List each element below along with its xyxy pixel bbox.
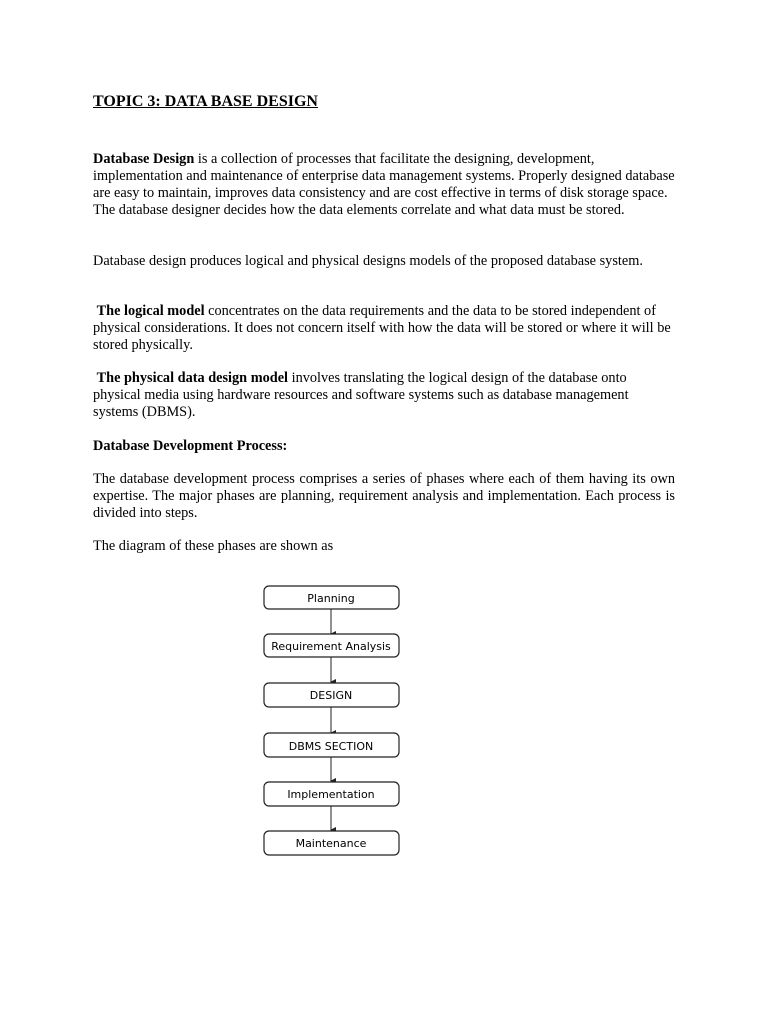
term-logical-model: The logical model — [96, 303, 205, 319]
paragraph-physical-model — [93, 370, 675, 421]
step-box-maintenance — [264, 831, 399, 855]
term-physical-model: The physical data design model — [96, 370, 289, 386]
paragraph-design-models-text: Database design produces logical and physical designs models of the proposed database system. — [93, 253, 643, 269]
paragraph-logical-model-text: concentrates on the data requirements and the data to be stored independent of physical considerations. It does not concern itself with how the data will be stored or where it will be stored physically. — [93, 303, 671, 353]
paragraph-diagram-intro-text: The diagram of these phases are shown as — [93, 538, 334, 554]
term-database-design: Database Design — [93, 151, 195, 167]
step-box-design — [264, 683, 399, 707]
step-label: DESIGN — [309, 689, 353, 702]
step-label: Implementation — [287, 788, 375, 801]
step-label: Planning — [307, 592, 355, 605]
development-process-diagram — [263, 585, 401, 857]
paragraph-database-design-text: is a collection of processes that facilitate the designing, development, implementation and maintenance of enterprise data management systems. Properly designed database are easy to maintain, improves data consistency and are cost effective in terms of disk storage space. The database designer decides how the data elements correlate and what data must be stored. — [93, 151, 675, 218]
paragraph-physical-model-text: involves translating the logical design of the database onto physical media using hardware resources and software systems such as database management systems (DBMS). — [93, 370, 629, 420]
paragraph-database-design — [93, 151, 675, 219]
paragraph-development-process-text: The database development process comprises a series of phases where each of them having its own expertise. The major phases are planning, requirement analysis and implementation. Each process is divided into steps. — [93, 471, 675, 521]
section-heading-development-process: Database Development Process: — [93, 438, 288, 454]
step-label: DBMS SECTION — [288, 740, 374, 753]
paragraph-diagram-intro — [93, 538, 675, 555]
step-box-implementation — [264, 782, 399, 806]
step-box-dbms-section — [264, 733, 399, 757]
step-box-requirement-analysis — [264, 634, 399, 657]
step-label: Maintenance — [295, 837, 367, 850]
paragraph-design-models — [93, 253, 675, 270]
step-box-planning — [264, 586, 399, 609]
paragraph-development-process — [93, 471, 675, 522]
step-label: Requirement Analysis — [271, 640, 391, 653]
page-title: TOPIC 3: DATA BASE DESIGN — [93, 93, 318, 110]
paragraph-logical-model — [93, 303, 675, 354]
